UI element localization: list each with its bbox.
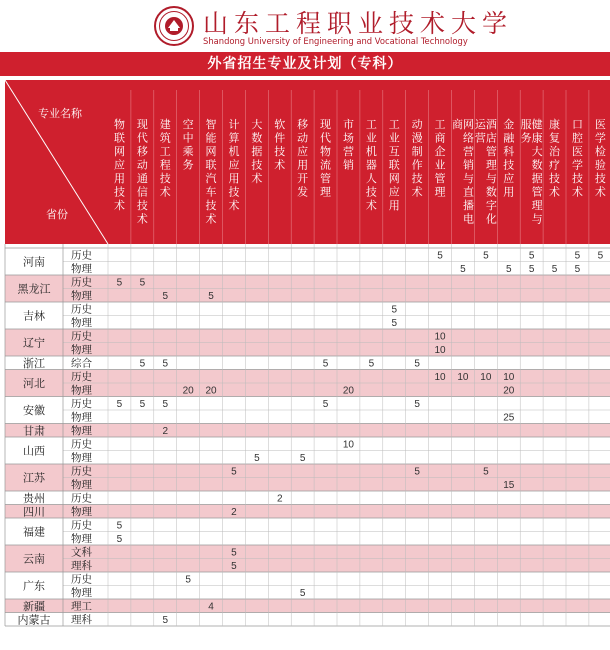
svg-text:现: 现 (136, 118, 148, 131)
svg-text:健: 健 (531, 118, 543, 131)
svg-text:联: 联 (388, 158, 400, 172)
svg-text:数: 数 (531, 158, 543, 172)
svg-text:企: 企 (434, 145, 446, 158)
svg-text:商: 商 (451, 118, 463, 131)
plan-count: 5 (162, 291, 169, 302)
subject-label: 物理 (71, 506, 92, 518)
plan-count: 5 (414, 399, 420, 410)
province-name: 吉林 (23, 309, 45, 323)
svg-text:营: 营 (462, 145, 474, 158)
svg-text:店: 店 (485, 131, 497, 145)
svg-text:口: 口 (571, 118, 583, 131)
plan-count: 5 (414, 358, 420, 370)
svg-text:技: 技 (251, 158, 263, 172)
svg-text:直: 直 (462, 185, 474, 199)
province-name: 新疆 (23, 599, 45, 613)
svg-text:通: 通 (136, 172, 148, 185)
major-header-11 (366, 118, 377, 212)
major-header-5 (228, 117, 239, 212)
plan-count: 5 (162, 399, 169, 410)
svg-text:术: 术 (365, 199, 377, 212)
province-name: 浙江 (23, 356, 45, 370)
plan-count: 20 (205, 385, 217, 397)
subject-label: 物理 (71, 479, 92, 491)
plan-count: 5 (208, 291, 214, 302)
major-header-2 (160, 117, 171, 199)
plan-count: 10 (503, 372, 515, 383)
plan-count: 5 (231, 561, 237, 572)
plan-count: 5 (139, 358, 146, 370)
plan-count: 5 (460, 264, 466, 275)
svg-text:用: 用 (297, 158, 309, 172)
svg-text:技: 技 (228, 185, 240, 199)
svg-text:据: 据 (251, 145, 263, 158)
svg-text:管: 管 (434, 172, 446, 185)
major-header-9 (320, 118, 331, 199)
svg-text:检: 检 (594, 145, 606, 158)
svg-text:用: 用 (388, 199, 400, 212)
province-name: 黑龙江 (17, 282, 51, 296)
svg-text:播: 播 (462, 199, 474, 212)
svg-text:开: 开 (297, 172, 309, 185)
subject-label: 物理 (71, 384, 92, 397)
plan-count: 5 (574, 264, 581, 275)
province-name: 广东 (23, 579, 45, 593)
svg-text:联: 联 (205, 158, 217, 172)
svg-text:移: 移 (297, 118, 309, 131)
plan-count: 5 (574, 250, 581, 262)
page-title: 外省招生专业及计划（专科） (207, 56, 403, 72)
subject-label: 历史 (71, 492, 92, 505)
svg-text:代: 代 (320, 131, 332, 145)
svg-text:机: 机 (365, 145, 377, 158)
svg-text:能: 能 (205, 131, 217, 145)
plan-count: 2 (276, 493, 283, 505)
plan-count: 20 (342, 385, 355, 397)
svg-text:动: 动 (297, 131, 309, 145)
subject-label: 理科 (71, 614, 92, 626)
province-name: 内蒙古 (17, 613, 51, 627)
plan-count: 5 (483, 466, 489, 478)
plan-count: 5 (299, 453, 306, 464)
svg-text:络: 络 (462, 131, 474, 145)
svg-text:术: 术 (571, 185, 583, 199)
svg-text:术: 术 (594, 185, 606, 199)
plan-count: 20 (503, 385, 515, 397)
subject-label: 物理 (71, 425, 92, 437)
svg-text:技: 技 (365, 185, 377, 199)
plan-count: 10 (434, 372, 446, 383)
svg-text:人: 人 (365, 172, 377, 185)
svg-text:疗: 疗 (549, 158, 561, 172)
plan-count: 5 (597, 250, 604, 262)
plan-count: 5 (185, 574, 191, 586)
plan-count: 5 (368, 358, 375, 370)
province-name: 河北 (23, 377, 45, 390)
subject-label: 历史 (71, 465, 92, 478)
major-header-13 (412, 117, 423, 199)
svg-text:营: 营 (474, 131, 486, 145)
svg-text:营: 营 (342, 145, 354, 158)
svg-text:理: 理 (531, 199, 543, 212)
school-name-english: Shandong University of Engineering and Vocational Technology (203, 36, 468, 46)
plan-count: 5 (391, 304, 398, 316)
major-header-10 (343, 118, 354, 172)
svg-text:制: 制 (411, 145, 423, 158)
svg-text:大: 大 (531, 145, 543, 158)
subject-label: 物理 (71, 587, 92, 599)
subject-label: 物理 (71, 317, 92, 329)
svg-text:销: 销 (462, 158, 474, 172)
svg-text:运: 运 (474, 118, 486, 131)
plan-count: 20 (182, 385, 194, 397)
plan-count: 5 (391, 318, 398, 329)
svg-text:动: 动 (136, 158, 148, 172)
svg-text:技: 技 (136, 199, 148, 212)
plan-count: 5 (231, 466, 237, 478)
subject-label: 综合 (71, 357, 92, 370)
major-header-1 (137, 118, 148, 226)
svg-text:销: 销 (342, 158, 354, 172)
plan-count: 10 (434, 345, 446, 356)
svg-text:服: 服 (520, 118, 532, 131)
svg-text:理: 理 (485, 158, 497, 172)
province-name: 山西 (23, 444, 45, 458)
svg-text:业: 业 (388, 131, 400, 145)
svg-text:动: 动 (411, 118, 423, 131)
svg-text:流: 流 (320, 158, 332, 172)
svg-text:学: 学 (594, 131, 606, 145)
svg-text:漫: 漫 (411, 131, 423, 145)
corner-major-label: 专业名称 (38, 107, 82, 120)
major-header-12 (389, 118, 400, 212)
major-header-3 (183, 117, 194, 172)
svg-text:治: 治 (549, 145, 561, 158)
svg-text:智: 智 (205, 118, 217, 131)
svg-text:技: 技 (205, 199, 217, 212)
svg-text:技: 技 (549, 172, 561, 185)
major-header-19 (549, 117, 561, 199)
svg-text:筑: 筑 (159, 131, 171, 145)
svg-text:机: 机 (228, 145, 240, 158)
province-name: 安徽 (23, 404, 45, 417)
svg-text:商: 商 (434, 131, 446, 145)
plan-count: 5 (139, 277, 146, 289)
subject-label: 历史 (71, 398, 92, 410)
svg-text:代: 代 (136, 131, 148, 145)
major-header-21 (595, 118, 606, 199)
svg-text:术: 术 (274, 158, 286, 172)
svg-text:技: 技 (503, 158, 515, 172)
subject-label: 文科 (71, 546, 92, 559)
svg-text:电: 电 (462, 212, 474, 226)
svg-text:技: 技 (571, 172, 583, 185)
corner-province-label: 省份 (46, 208, 68, 221)
province-name: 甘肃 (23, 424, 45, 438)
svg-text:物: 物 (320, 145, 332, 158)
svg-text:理: 理 (434, 185, 446, 199)
svg-text:复: 复 (549, 131, 561, 145)
plan-count: 5 (414, 466, 420, 478)
subject-label: 历史 (71, 330, 92, 343)
svg-text:术: 术 (159, 185, 171, 199)
province-name: 福建 (23, 525, 45, 539)
svg-text:工: 工 (388, 118, 400, 131)
svg-text:腔: 腔 (571, 131, 583, 145)
subject-label: 历史 (71, 438, 92, 451)
svg-text:网: 网 (388, 172, 400, 185)
major-header-0 (114, 117, 125, 212)
plan-count: 5 (116, 534, 123, 545)
svg-text:网: 网 (113, 145, 125, 158)
svg-text:融: 融 (503, 131, 515, 145)
plan-count: 5 (322, 358, 329, 370)
svg-text:术: 术 (136, 212, 148, 226)
svg-text:工: 工 (159, 145, 171, 158)
svg-text:术: 术 (205, 212, 217, 226)
plan-count: 4 (208, 601, 214, 613)
plan-count: 5 (299, 588, 306, 599)
subject-label: 历史 (71, 371, 92, 383)
plan-count: 5 (528, 250, 535, 262)
svg-text:汽: 汽 (205, 172, 217, 185)
province-name: 贵州 (23, 491, 45, 505)
svg-text:技: 技 (159, 172, 171, 185)
svg-text:信: 信 (136, 185, 148, 199)
plan-count: 5 (437, 250, 443, 262)
major-header-17 (503, 117, 515, 199)
svg-text:技: 技 (594, 172, 606, 185)
svg-text:技: 技 (274, 145, 286, 158)
svg-text:业: 业 (434, 158, 446, 172)
plan-count: 5 (322, 399, 329, 410)
plan-count: 5 (162, 615, 169, 626)
svg-text:器: 器 (365, 158, 377, 172)
major-header-6 (251, 117, 262, 185)
svg-text:数: 数 (485, 185, 497, 199)
svg-text:空: 空 (182, 118, 194, 131)
svg-text:字: 字 (485, 199, 497, 212)
plan-count: 5 (162, 358, 169, 370)
svg-text:术: 术 (411, 185, 423, 199)
plan-count: 25 (503, 412, 515, 424)
major-header-14 (435, 118, 446, 199)
svg-text:术: 术 (113, 199, 125, 212)
svg-text:网: 网 (205, 145, 217, 158)
province-name: 河南 (23, 255, 45, 269)
svg-text:术: 术 (549, 185, 561, 199)
province-name: 江苏 (23, 471, 45, 485)
svg-text:工: 工 (434, 118, 446, 131)
plan-count: 5 (505, 264, 512, 275)
svg-text:中: 中 (182, 131, 194, 145)
svg-text:建: 建 (159, 118, 171, 131)
svg-text:酒: 酒 (485, 118, 497, 131)
svg-text:与: 与 (485, 172, 497, 185)
svg-text:数: 数 (251, 131, 263, 145)
svg-text:算: 算 (228, 131, 240, 145)
province-band (5, 599, 610, 613)
svg-text:管: 管 (320, 172, 332, 185)
svg-text:术: 术 (228, 199, 240, 212)
svg-text:用: 用 (503, 185, 515, 199)
svg-text:应: 应 (113, 158, 125, 172)
plan-count: 2 (162, 426, 169, 437)
svg-text:验: 验 (594, 158, 606, 172)
svg-text:金: 金 (503, 118, 515, 131)
svg-text:学: 学 (571, 158, 583, 172)
svg-text:应: 应 (388, 185, 400, 199)
subject-label: 理工 (71, 600, 92, 613)
province-band (5, 505, 610, 519)
svg-text:应: 应 (228, 158, 240, 172)
svg-text:科: 科 (503, 145, 515, 158)
major-header-7 (274, 118, 285, 172)
plan-count: 5 (528, 264, 535, 275)
svg-text:大: 大 (251, 118, 263, 131)
svg-text:管: 管 (485, 145, 497, 158)
subject-label: 历史 (71, 573, 92, 586)
svg-text:作: 作 (411, 158, 423, 172)
province-name: 云南 (23, 552, 45, 566)
plan-count: 5 (116, 277, 123, 289)
svg-text:工: 工 (365, 118, 377, 131)
svg-text:技: 技 (113, 185, 125, 199)
subject-label: 物理 (71, 452, 92, 464)
svg-text:联: 联 (113, 131, 125, 145)
svg-text:物: 物 (113, 118, 125, 131)
svg-text:理: 理 (320, 185, 332, 199)
svg-text:化: 化 (485, 212, 497, 226)
plan-count: 5 (116, 520, 123, 532)
plan-count: 5 (231, 547, 237, 559)
subject-label: 物理 (71, 411, 92, 424)
subject-label: 历史 (71, 276, 92, 289)
svg-text:技: 技 (411, 172, 423, 185)
svg-text:市: 市 (342, 118, 354, 131)
plan-count: 5 (483, 250, 489, 262)
svg-text:务: 务 (182, 158, 194, 172)
major-header-20 (572, 118, 583, 199)
svg-text:应: 应 (297, 145, 309, 158)
svg-text:发: 发 (297, 185, 309, 199)
province-band (5, 424, 610, 438)
svg-text:与: 与 (462, 172, 474, 185)
province-name: 辽宁 (23, 336, 45, 350)
svg-text:乘: 乘 (182, 145, 194, 158)
plan-count: 10 (434, 331, 446, 343)
school-name: 山东工程职业技术大学 (203, 9, 514, 38)
plan-count: 5 (551, 264, 558, 275)
svg-text:康: 康 (549, 118, 561, 131)
svg-text:术: 术 (251, 172, 263, 185)
svg-text:现: 现 (320, 118, 332, 131)
svg-text:据: 据 (531, 172, 543, 185)
svg-text:业: 业 (365, 131, 377, 145)
subject-label: 理科 (71, 560, 92, 572)
svg-text:管: 管 (531, 185, 543, 199)
subject-label: 物理 (71, 344, 92, 356)
svg-text:应: 应 (503, 172, 515, 185)
subject-label: 物理 (71, 263, 92, 275)
major-header-4 (206, 117, 217, 226)
svg-text:用: 用 (113, 172, 125, 185)
svg-text:移: 移 (136, 145, 148, 158)
svg-text:软: 软 (274, 118, 286, 131)
subject-label: 物理 (71, 533, 92, 545)
plan-count: 2 (231, 507, 237, 518)
plan-count: 5 (254, 453, 260, 464)
svg-text:场: 场 (342, 131, 354, 145)
plan-count: 10 (342, 439, 355, 451)
plan-count: 10 (480, 372, 492, 383)
svg-text:与: 与 (531, 212, 543, 226)
svg-text:医: 医 (571, 145, 583, 158)
plan-count: 15 (503, 480, 515, 491)
plan-count: 10 (457, 372, 469, 383)
subject-label: 历史 (71, 519, 92, 532)
svg-text:康: 康 (531, 131, 543, 145)
plan-count: 5 (139, 399, 146, 410)
subject-label: 物理 (71, 290, 92, 302)
svg-text:互: 互 (388, 145, 400, 158)
subject-label: 历史 (71, 249, 92, 262)
svg-text:件: 件 (274, 131, 286, 145)
svg-text:医: 医 (594, 118, 606, 131)
subject-label: 历史 (71, 303, 92, 316)
svg-text:网: 网 (462, 118, 474, 131)
svg-text:车: 车 (205, 185, 217, 199)
plan-count: 5 (116, 399, 123, 410)
svg-text:程: 程 (159, 158, 171, 172)
major-header-8 (297, 117, 308, 199)
province-name: 四川 (23, 505, 45, 519)
svg-text:计: 计 (228, 118, 240, 131)
svg-text:用: 用 (228, 172, 240, 185)
svg-text:务: 务 (520, 131, 532, 145)
